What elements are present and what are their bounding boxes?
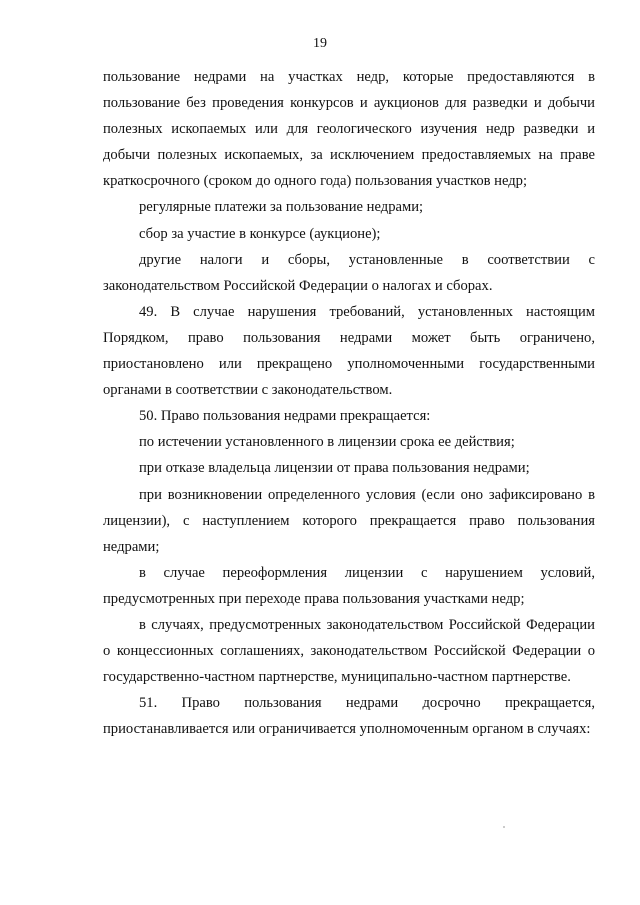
document-paragraph: по истечении установленного в лицензии срока ее действия; [139,434,515,451]
document-paragraph: в случаях, предусмотренных законодательством Российской Федерации о концессионных соглашениях, законодательством Российской Федерации о государственно-частном партнерстве, муниципально-частном партнерстве. [103,616,595,686]
document-paragraph: при возникновении определенного условия (если оно зафиксировано в лицензии), с наступлением которого прекращается право пользования недрами; [103,486,595,555]
document-paragraph: при отказе владельца лицензии от права пользования недрами; [139,460,530,477]
document-paragraph: сбор за участие в конкурсе (аукционе); [139,225,381,242]
document-paragraph: регулярные платежи за пользование недрами; [139,199,424,216]
document-paragraph: пользование недрами на участках недр, которые предоставляются в пользование без проведения конкурсов и аукционов для разведки и добычи полезных ископаемых или для геологического изучения недр разведки и добычи полезных ископаемых, за исключением предоставляемых на праве краткосрочного (сроком до одного года) пользования участков недр; [103,69,595,190]
document-paragraph: 50. Право пользования недрами прекращается: [139,408,431,425]
document-body [103,64,595,742]
document-paragraph: 51. Право пользования недрами досрочно прекращается, приостанавливается или ограничивается уполномоченным органом в случаях: [103,695,595,738]
scan-artifact-dot [503,826,505,828]
document-paragraph: в случае переоформления лицензии с нарушением условий, предусмотренных при переходе права пользования участками недр; [103,564,595,607]
document-paragraph: другие налоги и сборы, установленные в соответствии с законодательством Российской Федерации о налогах и сборах. [103,251,595,294]
document-paragraph: 49. В случае нарушения требований, установленных настоящим Порядком, право пользования недрами может быть ограничено, приостановлено или прекращено уполномоченными государственными органами в соответствии с законодательством. [103,303,595,399]
page-number: 19 [313,36,327,51]
